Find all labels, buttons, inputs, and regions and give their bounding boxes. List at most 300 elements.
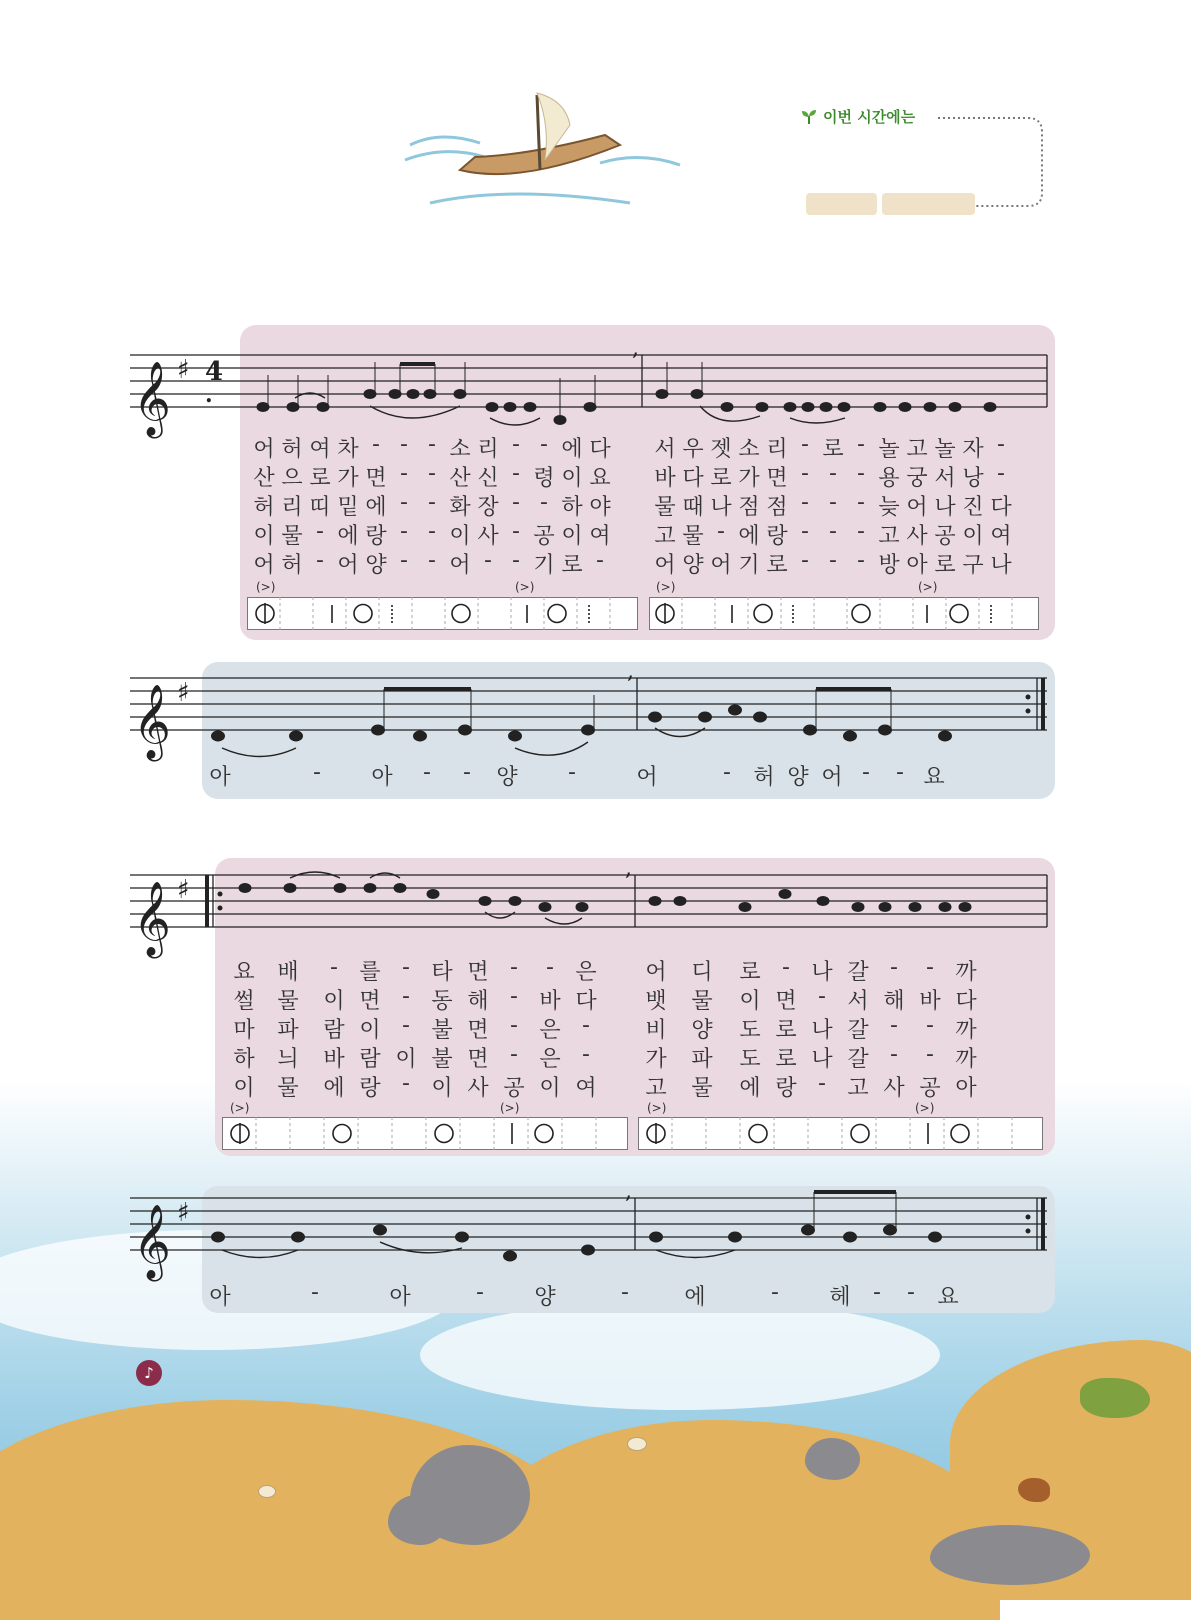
lyric-syllable: -	[926, 955, 934, 980]
lyric-syllable: 은	[539, 1018, 561, 1043]
lyric-syllable: 허	[281, 553, 303, 578]
lyric-syllable: -	[316, 519, 324, 544]
lyric-syllable: 공	[533, 524, 555, 549]
lyric-syllable: -	[873, 1280, 881, 1305]
lyric-syllable: 어	[821, 765, 843, 790]
lyric-syllable: 고	[654, 524, 676, 549]
lyric-syllable: -	[862, 760, 870, 785]
lyric-line	[250, 519, 614, 550]
lyric-syllable: 낭	[962, 466, 984, 491]
lyric-syllable: -	[400, 490, 408, 515]
lyric-syllable: -	[890, 1013, 898, 1038]
lyric-syllable: -	[801, 432, 809, 457]
lyric-syllable: 하	[233, 1047, 255, 1072]
lyric-syllable: 면	[359, 989, 381, 1014]
notes-staff-1	[257, 362, 996, 425]
lyric-syllable: 양	[534, 1285, 556, 1310]
lyric-syllable: 어	[253, 553, 275, 578]
lyric-syllable: 다	[990, 495, 1012, 520]
lyric-syllable: 디	[691, 960, 713, 985]
lyric-syllable: 차	[337, 437, 359, 462]
lyric-syllable: -	[428, 519, 436, 544]
lyric-syllable: -	[723, 760, 731, 785]
lyric-syllable: -	[428, 461, 436, 486]
lyric-syllable: 해	[883, 989, 905, 1014]
lyric-syllable: -	[510, 1042, 518, 1067]
lyric-line	[651, 548, 1015, 579]
lyric-line	[651, 432, 1015, 463]
lyric-syllable: 우	[682, 437, 704, 462]
refrain1-lyrics	[205, 760, 951, 791]
lyric-syllable: 에	[365, 495, 387, 520]
lyric-syllable: 소	[738, 437, 760, 462]
lyric-syllable: 산	[253, 466, 275, 491]
time-signature-icon: 4	[205, 357, 224, 387]
lyric-syllable: -	[568, 760, 576, 785]
lyric-syllable: 로	[934, 553, 956, 578]
lyric-syllable: -	[801, 548, 809, 573]
lyric-syllable: 은	[539, 1047, 561, 1072]
lyric-syllable: 늬	[277, 1047, 299, 1072]
lyric-syllable: 썰	[233, 989, 255, 1014]
lyric-line	[651, 519, 1015, 550]
lyric-line	[250, 548, 614, 579]
lyric-syllable: -	[782, 955, 790, 980]
lyric-syllable: 아	[371, 765, 393, 790]
lyric-syllable: 어	[636, 765, 658, 790]
lyric-syllable: 띠	[309, 495, 331, 520]
rhythm-grid-1	[247, 597, 1039, 631]
lyric-syllable: 어	[654, 553, 676, 578]
lyric-syllable: 양	[691, 1018, 713, 1043]
lyric-syllable: 불	[431, 1018, 453, 1043]
lesson-tag-label: 이번 시간에는	[823, 108, 916, 126]
lyric-syllable: 야	[589, 495, 611, 520]
lyric-syllable: 아	[389, 1285, 411, 1310]
lyric-syllable: 나	[811, 960, 833, 985]
lyric-syllable: -	[582, 1013, 590, 1038]
lyric-syllable: 아	[209, 1285, 231, 1310]
sharp-icon: ♯	[177, 1198, 190, 1228]
lyric-syllable: -	[890, 955, 898, 980]
lyric-syllable: -	[717, 519, 725, 544]
lyric-syllable: 하	[561, 495, 583, 520]
lyric-syllable: -	[801, 519, 809, 544]
refrain2-lyrics	[205, 1280, 968, 1311]
lyric-syllable: -	[476, 1280, 484, 1305]
lyric-syllable: 요	[937, 1285, 959, 1310]
lyric-syllable: 까	[955, 1018, 977, 1043]
lyric-syllable: 허	[253, 495, 275, 520]
lyric-syllable: 동	[431, 989, 453, 1014]
lyric-syllable: 다	[955, 989, 977, 1014]
accent-mark: (>)	[647, 1101, 667, 1115]
lyric-syllable: 양	[682, 553, 704, 578]
lyric-syllable: 서	[934, 466, 956, 491]
lyric-syllable: -	[818, 1071, 826, 1096]
lyric-syllable: 용	[878, 466, 900, 491]
svg-text:,: ,	[627, 659, 634, 684]
lyric-syllable: 배	[277, 960, 299, 985]
lyric-line	[640, 1013, 984, 1044]
lyric-syllable: -	[400, 519, 408, 544]
lyric-syllable: 사	[883, 1076, 905, 1101]
lyric-syllable: 로	[561, 553, 583, 578]
lyric-syllable: -	[400, 548, 408, 573]
lyric-syllable: -	[801, 490, 809, 515]
accent-mark: (>)	[915, 1101, 935, 1115]
lyric-syllable: -	[512, 461, 520, 486]
lyric-syllable: 랑	[359, 1076, 381, 1101]
lyric-syllable: 물	[277, 1076, 299, 1101]
lyric-syllable: -	[400, 432, 408, 457]
lyric-syllable: 까	[955, 1047, 977, 1072]
lyric-syllable: 기	[533, 553, 555, 578]
lyric-syllable: 물	[654, 495, 676, 520]
lyric-syllable: 물	[682, 524, 704, 549]
lyric-syllable: -	[510, 1013, 518, 1038]
lyric-line	[250, 490, 614, 521]
lyric-syllable: 밑	[337, 495, 359, 520]
lyric-syllable: -	[771, 1280, 779, 1305]
lyric-syllable: 물	[281, 524, 303, 549]
lyric-syllable: 랑	[775, 1076, 797, 1101]
lyric-syllable: 나	[934, 495, 956, 520]
lyric-line	[228, 1071, 604, 1102]
lyric-syllable: 화	[449, 495, 471, 520]
lyric-syllable: -	[829, 548, 837, 573]
accent-mark: (>)	[918, 580, 938, 594]
lyric-syllable: 리	[477, 437, 499, 462]
lyric-syllable: 산	[449, 466, 471, 491]
lyric-syllable: 면	[467, 960, 489, 985]
lyric-syllable: 바	[654, 466, 676, 491]
lyric-syllable: 마	[233, 1018, 255, 1043]
lyric-syllable: 진	[962, 495, 984, 520]
lyric-syllable: 갈	[847, 1018, 869, 1043]
lyric-syllable: 나	[990, 553, 1012, 578]
lyric-syllable: -	[402, 1071, 410, 1096]
lyric-syllable: 요	[589, 466, 611, 491]
lyric-line	[228, 1013, 604, 1044]
accent-mark: (>)	[656, 580, 676, 594]
lyric-syllable: 나	[811, 1018, 833, 1043]
lyric-syllable: -	[829, 519, 837, 544]
lyric-syllable: 자	[962, 437, 984, 462]
lyric-syllable: -	[316, 548, 324, 573]
lyric-syllable: 사	[477, 524, 499, 549]
lyric-syllable: 여	[990, 524, 1012, 549]
lyric-syllable: 로	[822, 437, 844, 462]
svg-text:,: ,	[632, 336, 639, 361]
lyric-syllable: 가	[337, 466, 359, 491]
lyric-syllable: 해	[467, 989, 489, 1014]
lyric-syllable: 양	[496, 765, 518, 790]
lyric-syllable: 신	[477, 466, 499, 491]
staff-2	[130, 678, 1047, 730]
lyric-syllable: 궁	[906, 466, 928, 491]
lyric-syllable: 고	[878, 524, 900, 549]
lyric-syllable: 면	[766, 466, 788, 491]
sharp-icon: ♯	[177, 355, 190, 385]
lyric-syllable: -	[463, 760, 471, 785]
lyric-syllable: -	[829, 461, 837, 486]
lyric-syllable: 아	[209, 765, 231, 790]
lyric-syllable: 놀	[934, 437, 956, 462]
lyric-syllable: 사	[906, 524, 928, 549]
lyric-syllable: 여	[575, 1076, 597, 1101]
lyric-syllable: 에	[738, 524, 760, 549]
lyric-syllable: 물	[691, 1076, 713, 1101]
lyric-syllable: -	[582, 1042, 590, 1067]
lyric-syllable: 랑	[766, 524, 788, 549]
lyric-syllable: 양	[787, 765, 809, 790]
lyric-syllable: 구	[962, 553, 984, 578]
lyric-syllable: 다	[682, 466, 704, 491]
lyric-syllable: 아	[906, 553, 928, 578]
lyric-syllable: 갈	[847, 960, 869, 985]
lyric-syllable: 허	[281, 437, 303, 462]
lyric-syllable: 이	[962, 524, 984, 549]
lyric-syllable: 여	[589, 524, 611, 549]
lyric-line	[250, 432, 614, 463]
lyric-syllable: 리	[766, 437, 788, 462]
lyric-syllable: 이	[561, 466, 583, 491]
svg-text:.: .	[205, 382, 213, 408]
lyric-syllable: 공	[919, 1076, 941, 1101]
lyric-syllable: 도	[739, 1018, 761, 1043]
lyric-syllable: 에	[561, 437, 583, 462]
staff-3	[130, 875, 1047, 927]
svg-text:,: ,	[625, 1179, 632, 1204]
lyric-syllable: 은	[575, 960, 597, 985]
lyric-syllable: 어	[449, 553, 471, 578]
lyric-syllable: 이	[561, 524, 583, 549]
treble-clef-icon: 𝄞	[133, 1205, 171, 1279]
lyric-syllable: 면	[365, 466, 387, 491]
lyric-syllable: 이	[739, 989, 761, 1014]
svg-text:,: ,	[625, 856, 632, 881]
lyric-syllable: 고	[645, 1076, 667, 1101]
lyric-syllable: -	[512, 432, 520, 457]
sharp-icon: ♯	[177, 678, 190, 708]
lyric-syllable: 물	[277, 989, 299, 1014]
lyric-syllable: -	[857, 519, 865, 544]
lyric-syllable: 소	[449, 437, 471, 462]
lyric-line	[651, 461, 1015, 492]
lyric-syllable: -	[829, 490, 837, 515]
lyric-syllable: -	[510, 984, 518, 1009]
lyric-syllable: 바	[919, 989, 941, 1014]
lyric-syllable: -	[402, 1013, 410, 1038]
lyric-syllable: -	[596, 548, 604, 573]
accent-mark: (>)	[230, 1101, 250, 1115]
lyric-syllable: -	[402, 955, 410, 980]
lyric-syllable: -	[997, 432, 1005, 457]
lyric-syllable: 에	[684, 1285, 706, 1310]
lyric-syllable: 나	[811, 1047, 833, 1072]
lyric-syllable: -	[330, 955, 338, 980]
lyric-syllable: 이	[233, 1076, 255, 1101]
accent-mark: (>)	[256, 580, 276, 594]
lyric-syllable: 파	[277, 1018, 299, 1043]
lyric-syllable: 이	[449, 524, 471, 549]
lyric-syllable: 어	[710, 553, 732, 578]
lyric-syllable: 바	[323, 1047, 345, 1072]
lyric-line	[640, 1071, 984, 1102]
lyric-syllable: 로	[775, 1047, 797, 1072]
lyric-syllable: 이	[323, 989, 345, 1014]
lyric-syllable: 어	[337, 553, 359, 578]
lyric-syllable: 이	[359, 1018, 381, 1043]
lyric-syllable: 바	[539, 989, 561, 1014]
lyric-syllable: -	[896, 760, 904, 785]
lyric-syllable: 도	[739, 1047, 761, 1072]
lyric-syllable: 면	[467, 1018, 489, 1043]
lyric-syllable: 공	[934, 524, 956, 549]
lyric-syllable: 람	[359, 1047, 381, 1072]
lyric-syllable: 파	[691, 1047, 713, 1072]
lyric-syllable: 를	[359, 960, 381, 985]
lyric-syllable: -	[428, 490, 436, 515]
lyric-syllable: 다	[589, 437, 611, 462]
lyric-syllable: 이	[395, 1047, 417, 1072]
lyric-syllable: 고	[847, 1076, 869, 1101]
lyric-syllable: -	[997, 461, 1005, 486]
lyric-syllable: -	[313, 760, 321, 785]
lyric-syllable: 까	[955, 960, 977, 985]
notes-staff-2	[212, 689, 952, 741]
lyric-syllable: 에	[337, 524, 359, 549]
lyric-syllable: 령	[533, 466, 555, 491]
lyric-syllable: 방	[878, 553, 900, 578]
lyric-syllable: 가	[645, 1047, 667, 1072]
lyric-syllable: 양	[365, 553, 387, 578]
lyric-syllable: 이	[539, 1076, 561, 1101]
lyric-line	[228, 955, 604, 986]
lyric-syllable: 로	[309, 466, 331, 491]
lyric-syllable: 사	[467, 1076, 489, 1101]
lyric-syllable: 다	[575, 989, 597, 1014]
treble-clef-icon: 𝄞	[133, 362, 171, 436]
lyric-syllable: 이	[253, 524, 275, 549]
lyric-line	[640, 1042, 984, 1073]
lyric-syllable: 뱃	[645, 989, 667, 1014]
accent-mark: (>)	[500, 1101, 520, 1115]
rhythm-grid-2	[222, 1117, 1044, 1151]
lyric-syllable: 로	[710, 466, 732, 491]
accent-mark: (>)	[515, 580, 535, 594]
lyric-syllable: -	[512, 519, 520, 544]
lyric-syllable: -	[428, 432, 436, 457]
lyric-syllable: 으	[281, 466, 303, 491]
lyric-syllable: 서	[654, 437, 676, 462]
lyric-syllable: -	[857, 490, 865, 515]
staff-4	[130, 1198, 1047, 1250]
lyric-syllable: 로	[739, 960, 761, 985]
lyric-syllable: -	[428, 548, 436, 573]
lyric-syllable: -	[311, 1280, 319, 1305]
lyric-syllable: -	[857, 461, 865, 486]
lyric-syllable: 점	[738, 495, 760, 520]
lyric-syllable: 비	[645, 1018, 667, 1043]
lyric-syllable: 허	[753, 765, 775, 790]
lyric-syllable: 놀	[878, 437, 900, 462]
lyric-line	[228, 1042, 604, 1073]
lyric-syllable: 요	[233, 960, 255, 985]
lyric-syllable: 헤	[829, 1285, 851, 1310]
lyric-line	[250, 461, 614, 492]
lyric-syllable: -	[423, 760, 431, 785]
lyric-line	[640, 955, 984, 986]
lyric-syllable: -	[540, 432, 548, 457]
lyric-syllable: 고	[906, 437, 928, 462]
lyric-line	[651, 490, 1015, 521]
music-note-icon: ♪	[136, 1360, 162, 1386]
lyric-syllable: 젯	[710, 437, 732, 462]
lyric-syllable: -	[621, 1280, 629, 1305]
lyric-syllable: -	[512, 548, 520, 573]
lyric-syllable: 기	[738, 553, 760, 578]
lyric-syllable: 아	[955, 1076, 977, 1101]
lyric-syllable: 요	[923, 765, 945, 790]
lyric-syllable: 리	[281, 495, 303, 520]
lyric-syllable: 나	[710, 495, 732, 520]
lyric-syllable: -	[512, 490, 520, 515]
lyric-syllable: 물	[691, 989, 713, 1014]
lyric-syllable: 어	[645, 960, 667, 985]
lyric-syllable: -	[926, 1013, 934, 1038]
lyric-syllable: -	[402, 984, 410, 1009]
lyric-syllable: 람	[323, 1018, 345, 1043]
sharp-icon: ♯	[177, 875, 190, 905]
treble-clef-icon: 𝄞	[133, 882, 171, 956]
lyric-syllable: 갈	[847, 1047, 869, 1072]
lyric-syllable: -	[510, 955, 518, 980]
lyric-syllable: 서	[847, 989, 869, 1014]
lyric-syllable: 랑	[365, 524, 387, 549]
lyric-syllable: 불	[431, 1047, 453, 1072]
lyric-syllable: 어	[253, 437, 275, 462]
treble-clef-icon: 𝄞	[133, 685, 171, 759]
lyric-syllable: -	[540, 490, 548, 515]
lyric-syllable: -	[907, 1280, 915, 1305]
lyric-line	[640, 984, 984, 1015]
lyric-syllable: 면	[775, 989, 797, 1014]
lyric-syllable: -	[926, 1042, 934, 1067]
lyric-syllable: 에	[323, 1076, 345, 1101]
lyric-syllable: -	[857, 548, 865, 573]
lyric-syllable: -	[484, 548, 492, 573]
lyric-syllable: -	[372, 432, 380, 457]
lyric-syllable: -	[857, 432, 865, 457]
lyric-syllable: 어	[906, 495, 928, 520]
lyric-syllable: 가	[738, 466, 760, 491]
lyric-syllable: 이	[431, 1076, 453, 1101]
lyric-syllable: 점	[766, 495, 788, 520]
lyric-syllable: -	[818, 984, 826, 1009]
lyric-syllable: 타	[431, 960, 453, 985]
lyric-syllable: 에	[739, 1076, 761, 1101]
lyric-syllable: 장	[477, 495, 499, 520]
lyric-syllable: 여	[309, 437, 331, 462]
lyric-syllable: -	[801, 461, 809, 486]
lyric-syllable: 로	[775, 1018, 797, 1043]
lyric-syllable: 면	[467, 1047, 489, 1072]
lyric-syllable: 늦	[878, 495, 900, 520]
lyric-syllable: 로	[766, 553, 788, 578]
lyric-line	[228, 984, 604, 1015]
